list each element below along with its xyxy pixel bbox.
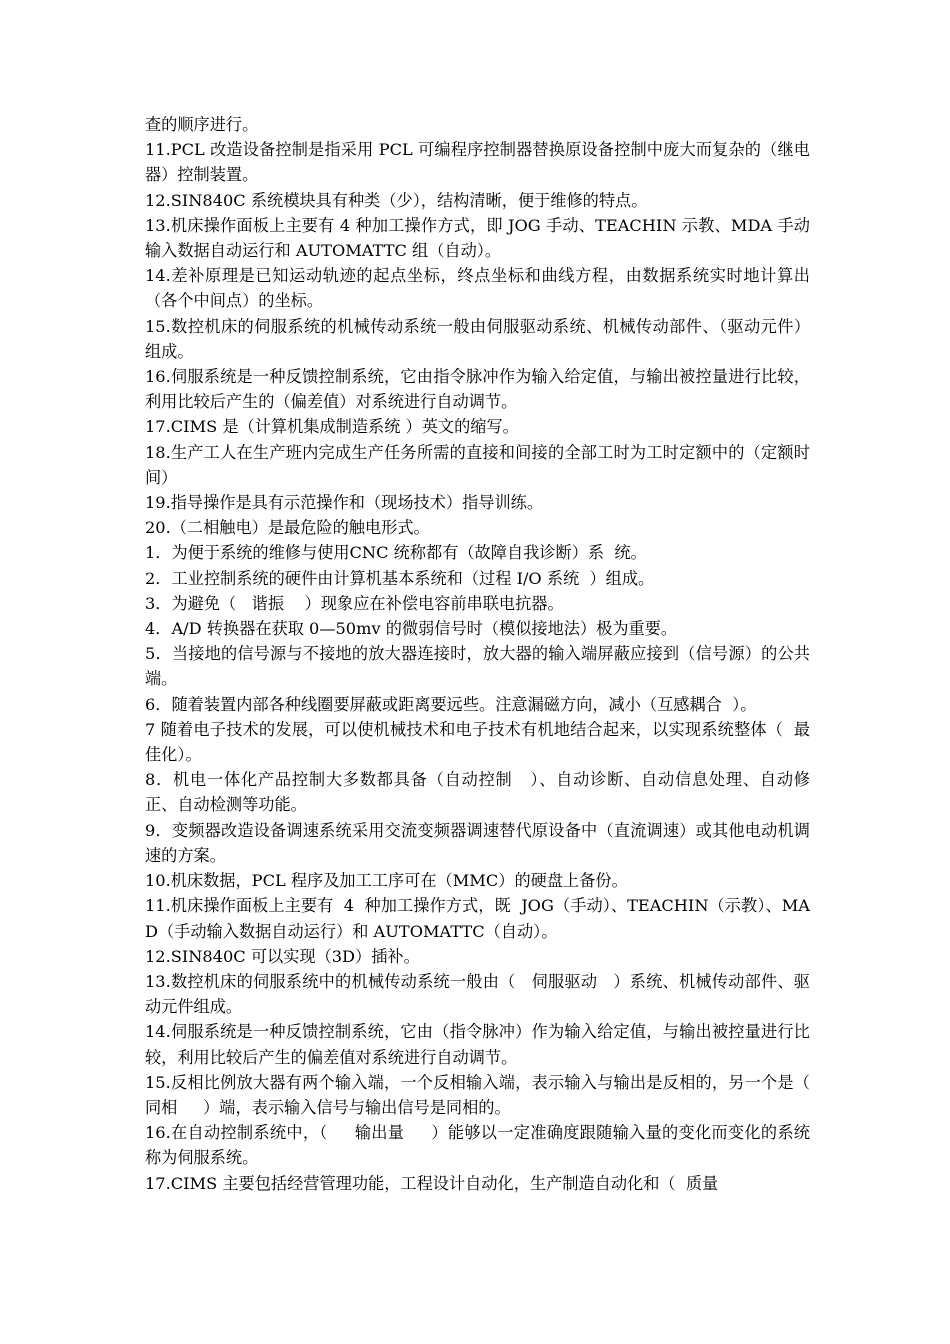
text-line: 17.CIMS 是（计算机集成制造系统 ）英文的缩写。	[145, 417, 519, 437]
text-line: 4．A/D 转换器在获取 0—50mv 的微弱信号时（模似接地法）极为重要。	[145, 619, 678, 639]
text-line: 14.差补原理是已知运动轨迹的起点坐标，终点坐标和曲线方程，由数据系统实时地计算出（各个中间点）的坐标。	[145, 266, 810, 311]
text-line: 15.反相比例放大器有两个输入端，一个反相输入端，表示输入与输出是反相的，另一个是（ 同相 ）端，表示输入信号与输出信号是同相的。	[145, 1072, 836, 1117]
text-line: 7 随着电子技术的发展，可以使机械技术和电子技术有机地结合起来，以实现系统整体（ 最佳化）。	[145, 719, 810, 765]
text-line: 18.生产工人在生产班内完成生产任务所需的直接和间接的全部工时为工时定额中的（定额时间）	[145, 442, 810, 487]
text-line: 19.指导操作是具有示范操作和（现场技术）指导训练。	[145, 493, 544, 513]
text-line: 13.机床操作面板上主要有 4 种加工操作方式，即 JOG 手动、TEACHIN 示教、MDA 手动输入数据自动运行和 AUTOMATTC 组（自动）。	[145, 215, 810, 261]
text-line: 5．当接地的信号源与不接地的放大器连接时，放大器的输入端屏蔽应接到（信号源）的公共端。	[145, 644, 810, 689]
text-line: 3．为避免（ 谐振 ）现象应在补偿电容前串联电抗器。	[145, 593, 564, 613]
text-line: 9．变频器改造设备调速系统采用交流变频器调速替代原设备中（直流调速）或其他电动机调速的方案。	[145, 820, 810, 865]
text-line: 2．工业控制系统的硬件由计算机基本系统和（过程 I/O 系统 ）组成。	[145, 568, 655, 588]
text-line: 12.SIN840C 系统模块具有种类（少），结构清晰，便于维修的特点。	[145, 190, 648, 210]
text-line: 1．为便于系统的维修与使用CNC 统称都有（故障自我诊断）系 统。	[145, 543, 647, 563]
text-line: 14.伺服系统是一种反馈控制系统，它由（指令脉冲）作为输入给定值，与输出被控量进行比较，利用比较后产生的偏差值对系统进行自动调节。	[145, 1022, 810, 1067]
document-body	[145, 112, 836, 1196]
text-line: 20.（二相触电）是最危险的触电形式。	[145, 518, 430, 538]
text-line: 11.PCL 改造设备控制是指采用 PCL 可编程序控制器替换原设备控制中庞大而复杂的（继电器）控制装置。	[145, 140, 810, 185]
text-line: 16.伺服系统是一种反馈控制系统，它由指令脉冲作为输入给定值，与输出被控量进行比较，利用比较后产生的（偏差值）对系统进行自动调节。	[145, 367, 810, 412]
text-line: 6．随着装置内部各种线圈要屏蔽或距离要远些。注意漏磁方向，减小（互感耦合 ）。	[145, 694, 757, 714]
text-line: 8．机电一体化产品控制大多数都具备（自动控制 ）、自动诊断、自动信息处理、自动修正、自动检测等功能。	[145, 770, 810, 815]
text-line: 10.机床数据，PCL 程序及加工工序可在（MMC）的硬盘上备份。	[145, 871, 628, 891]
text-line: 17.CIMS 主要包括经营管理功能，工程设计自动化，生产制造自动化和（ 质量	[145, 1173, 719, 1193]
text-line: 11.机床操作面板上主要有 4 种加工操作方式，既 JOG（手动）、TEACHIN（示教）、MAD（手动输入数据自动运行）和 AUTOMATTC（自动）。	[145, 896, 810, 941]
text-line: 13.数控机床的伺服系统中的机械传动系统一般由（ 伺服驱动 ）系统、机械传动部件、驱动元件组成。	[145, 971, 810, 1017]
text-line: 15.数控机床的伺服系统的机械传动系统一般由伺服驱动系统、机械传动部件、（驱动元件）组成。	[145, 316, 810, 361]
text-line: 16.在自动控制系统中，（ 输出量 ）能够以一定准确度跟随输入量的变化而变化的系统称为伺服系统。	[145, 1123, 810, 1168]
text-line: 12.SIN840C 可以实现（3D）插补。	[145, 946, 420, 966]
text-line: 查的顺序进行。	[145, 115, 259, 134]
